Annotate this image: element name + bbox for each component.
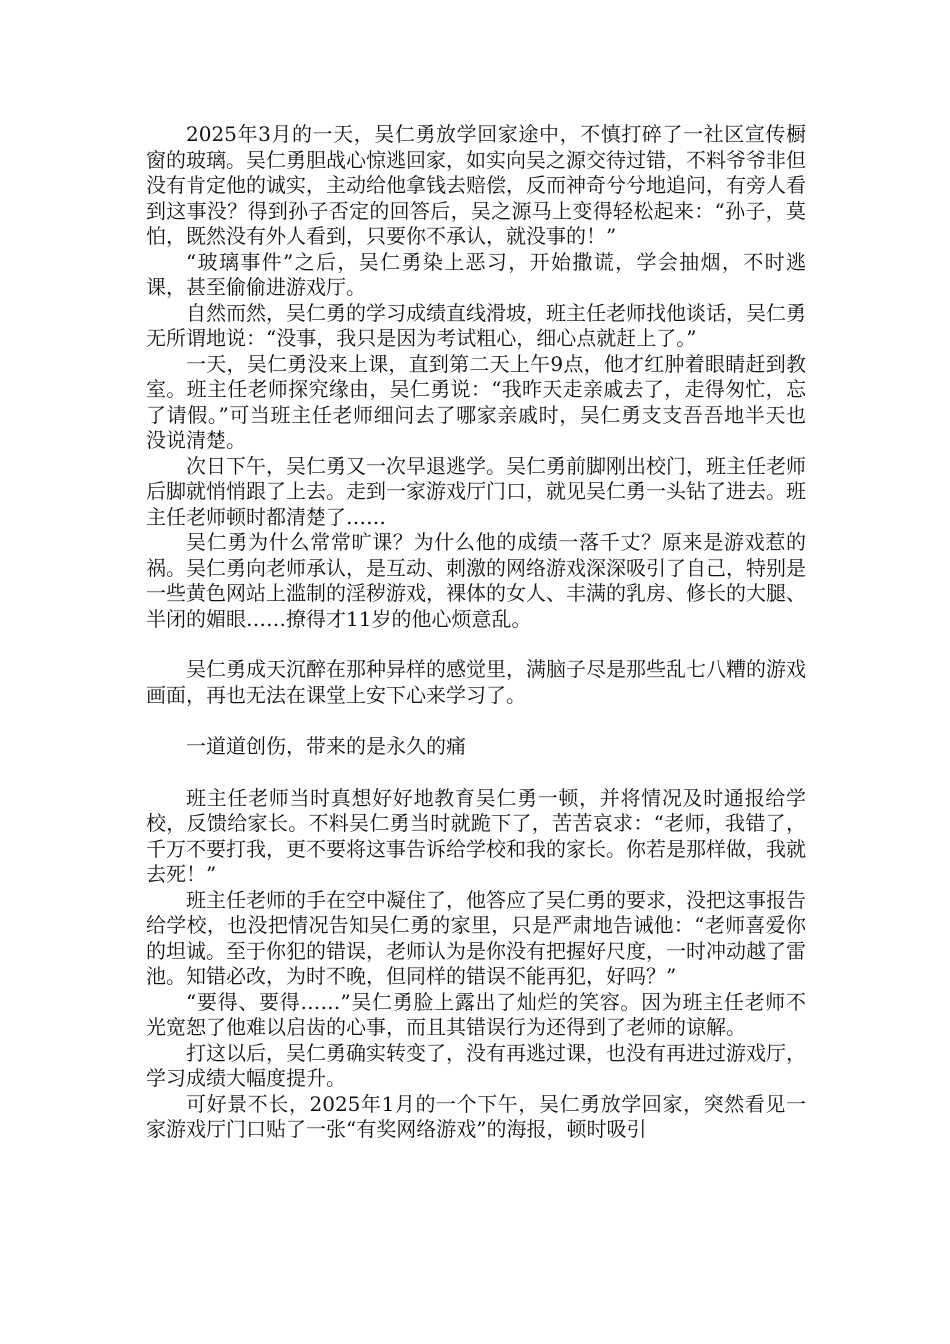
- paragraph-8: 班主任老师当时真想好好地教育吴仁勇一顿，并将情况及时通报给学校，反馈给家长。不料吴仁勇当时就跪下了，苦苦哀求：“老师，我错了，千万不要打我，更不要将这事告诉给学校和我的家长。你若是那样做，我就去死！”: [146, 785, 806, 886]
- paragraph-9: 班主任老师的手在空中凝住了，他答应了吴仁勇的要求，没把这事报告给学校，也没把情况告知吴仁勇的家里，只是严肃地告诫他：“老师喜爱你的坦诚。至于你犯的错误，老师认为是你没有把握好尺度，一时冲动越了雷池。知错必改，为时不晚，但同样的错误不能再犯，好吗？”: [146, 887, 806, 988]
- paragraph-2: “玻璃事件”之后，吴仁勇染上恶习，开始撒谎，学会抽烟，不时逃课，甚至偷偷进游戏厅。: [146, 249, 806, 299]
- paragraph-3: 自然而然，吴仁勇的学习成绩直线滑坡，班主任老师找他谈话，吴仁勇无所谓地说：“没事，我只是因为考试粗心，细心点就赶上了。”: [146, 300, 806, 350]
- document-page: [146, 122, 806, 1143]
- paragraph-5: 次日下午，吴仁勇又一次早退逃学。吴仁勇前脚刚出校门，班主任老师后脚就悄悄跟了上去。走到一家游戏厅门口，就见吴仁勇一头钻了进去。班主任老师顿时都清楚了……: [146, 453, 806, 529]
- paragraph-4: 一天，吴仁勇没来上课，直到第二天上午9点，他才红肿着眼睛赶到教室。班主任老师探究缘由，吴仁勇说：“我昨天走亲戚去了，走得匆忙，忘了请假。”可当班主任老师细问去了哪家亲戚时，吴仁勇支支吾吾地半天也没说清楚。: [146, 351, 806, 452]
- section-heading: 一道道创伤，带来的是永久的痛: [186, 734, 466, 758]
- paragraph-1: 2025年3月的一天，吴仁勇放学回家途中，不慎打碎了一社区宣传橱窗的玻璃。吴仁勇胆战心惊逃回家，如实向吴之源交待过错，不料爷爷非但没有肯定他的诚实，主动给他拿钱去赔偿，反而神奇兮兮地追问，有旁人看到这事没？得到孙子否定的回答后，吴之源马上变得轻松起来：“孙子，莫怕，既然没有外人看到，只要你不承认，就没事的！”: [146, 122, 806, 248]
- paragraph-11: 打这以后，吴仁勇确实转变了，没有再逃过课，也没有再进过游戏厅，学习成绩大幅度提升。: [146, 1040, 806, 1090]
- paragraph-6: 吴仁勇为什么常常旷课？为什么他的成绩一落千丈？原来是游戏惹的祸。吴仁勇向老师承认，是互动、刺激的网络游戏深深吸引了自己，特别是一些黄色网站上滥制的淫秽游戏，裸体的女人、丰满的乳房、修长的大腿、半闭的媚眼……撩得才11岁的他心烦意乱。: [146, 530, 806, 631]
- paragraph-10: “要得、要得……”吴仁勇脸上露出了灿烂的笑容。因为班主任老师不光宽恕了他难以启齿的心事，而且其错误行为还得到了老师的谅解。: [146, 989, 806, 1039]
- paragraph-12: 可好景不长，2025年1月的一个下午，吴仁勇放学回家，突然看见一家游戏厅门口贴了一张“有奖网络游戏”的海报，顿时吸引: [146, 1091, 806, 1141]
- paragraph-7: 吴仁勇成天沉醉在那种异样的感觉里，满脑子尽是那些乱七八糟的游戏画面，再也无法在课堂上安下心来学习了。: [146, 657, 806, 707]
